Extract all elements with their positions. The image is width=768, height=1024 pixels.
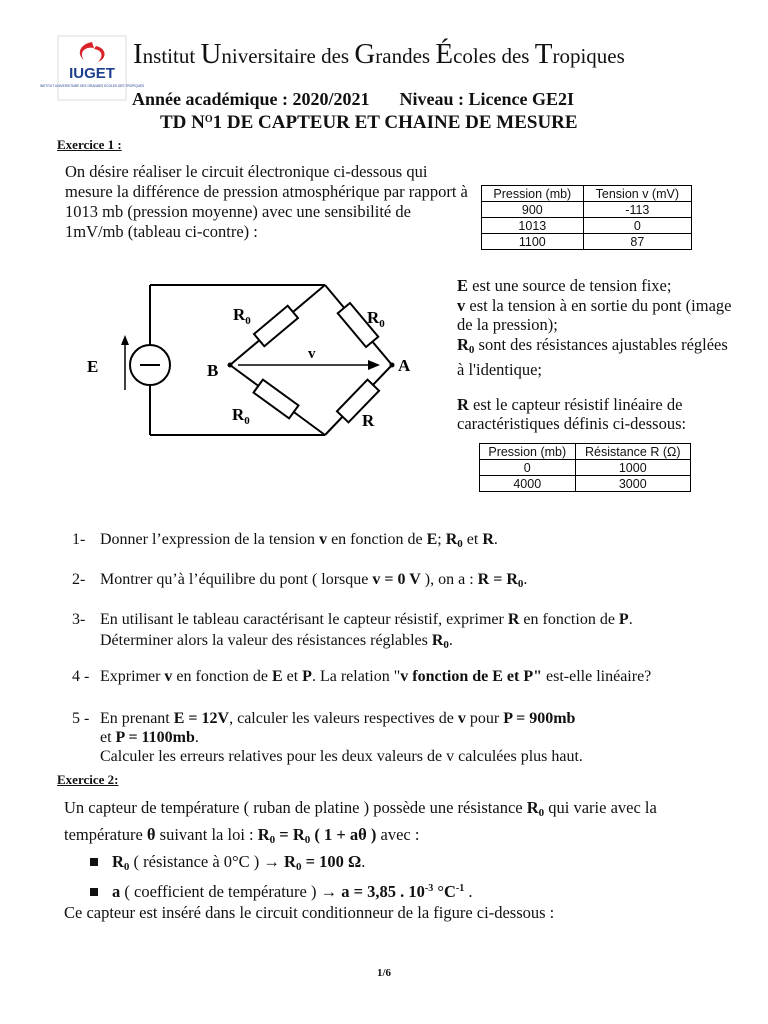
list-item: R0 ( résistance à 0°C ) → R0 = 100 Ω. [64,851,657,878]
question-4: 4 - Exprimer v en fonction de E et P. La relation "v fonction de E et P" est-elle linéaire? [72,668,652,685]
circuit-description: E est une source de tension fixe; v est la tension à en sortie du pont (image de la pression); R0 sont des résistances ajustables réglées à l'identique; R est le capteur résistif linéaire de caractéristiques définis ci-dessous: [457,276,732,433]
bullet-icon [90,888,98,896]
table-header: Résistance R (Ω) [575,444,690,460]
label-r0-bl: $R_0$ [232,405,250,427]
table-row: 1013 0 [482,218,692,234]
label-r0-tl: $R_0$ [233,305,251,327]
logo-text: IUGET [69,65,115,82]
question-1: 1- Donner l’expression de la tension v en fonction de E; R0 et R. [72,531,498,550]
exercise-1-heading: Exercice 1 : [57,137,122,152]
label-v: v [308,346,316,362]
node-a [390,363,395,368]
table-row: 4000 3000 [480,476,691,492]
node-b [228,363,233,368]
level: Niveau : Licence GE2I [399,89,574,109]
label-r: R [362,411,375,430]
exercise-1-intro: On désire réaliser le circuit électronique ci-dessous qui mesure la différence de pression atmosphérique par rapport à 1013 mb (pression moyenne) avec une sensibilité de 1mV/mb (tableau ci-contre) : [65,162,468,241]
exercise-2-final-text: Ce capteur est inséré dans le circuit conditionneur de la figure ci-dessous : [64,903,555,922]
table-row: 1100 87 [482,234,692,250]
academic-year-line [132,89,574,110]
td-title: TD $N^O1$ DE CAPTEUR ET CHAINE DE MESURE [160,112,578,133]
label-e: E [87,357,99,376]
resistor-r0-top-left [254,306,298,347]
wheatstone-bridge-diagram [80,275,430,450]
pressure-resistance-table [479,443,691,492]
pressure-voltage-table [481,185,692,250]
logo-subtext: INSTITUT UNIVERSITAIRE DES GRANDES ECOLES DES TROPIQUES [39,84,145,88]
table-row: 0 1000 [480,460,691,476]
page-number: 1/6 [376,967,392,979]
label-a: A [398,356,411,375]
table-header: Pression (mb) [482,186,584,202]
table-header: Tension v (mV) [583,186,691,202]
table-row: 900 -113 [482,202,692,218]
label-r0-tr: $R_0$ [367,308,385,330]
academic-year: Année académique : 2020/2021 [132,89,370,109]
exercise-2-text: Un capteur de température ( ruban de platine ) possède une résistance R0 qui varie avec la température θ suivant la loi : R0 = R0 ( 1 + aθ ) avec : R0 ( résistance à 0°C ) → R0 = 100 Ω. a ( coefficient de température ) → a = 3,85 . $10^{-3}$ $^\circ C^{-1}$ . [64,798,657,901]
table-header: Pression (mb) [480,444,576,460]
iuget-logo [39,36,145,100]
resistor-r0-bottom-left [253,380,298,419]
question-3: 3- En utilisant le tableau caractérisant le capteur résistif, exprimer R en fonction de P. Déterminer alors la valeur des résistances réglables R0. [72,611,633,651]
question-5: 5 - En prenant E = 12V, calculer les valeurs respectives de v pour P = 900mb et P = 1100mb. Calculer les erreurs relatives pour les deux valeurs de v calculées plus haut. [72,710,583,765]
bullet-icon [90,858,98,866]
question-2: 2- Montrer qu’à l’équilibre du pont ( lorsque v = 0 V ), on a : R = R0. [72,571,528,590]
institute-title: Institut Universitaire des Grandes Écoles des Tropiques [133,38,625,70]
label-b: B [207,361,219,380]
exercise-2-heading: Exercice 2: [57,772,119,787]
list-item: a ( coefficient de température ) → a = 3,85 . $10^{-3}$ $^\circ C^{-1}$ . [64,878,657,902]
